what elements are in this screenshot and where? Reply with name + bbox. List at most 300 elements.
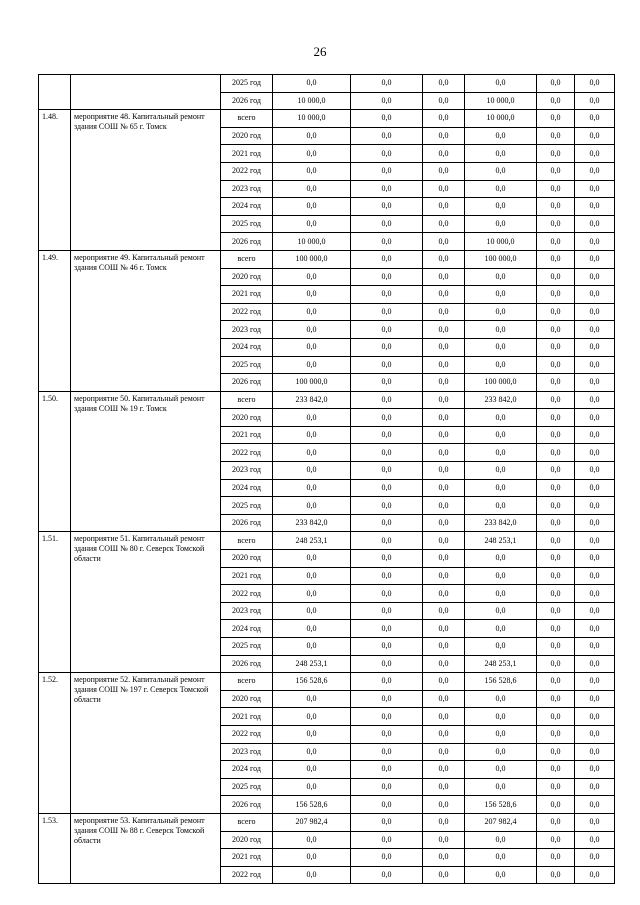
value-cell: 0,0 [351, 655, 423, 673]
value-cell: 0,0 [351, 602, 423, 620]
value-cell: 0,0 [575, 180, 615, 198]
value-cell: 0,0 [351, 550, 423, 568]
value-cell: 0,0 [575, 426, 615, 444]
value-cell: 0,0 [575, 391, 615, 409]
value-cell: 0,0 [465, 180, 537, 198]
value-cell: 0,0 [575, 567, 615, 585]
value-cell: 0,0 [537, 725, 575, 743]
year-cell: 2020 год [221, 831, 273, 849]
value-cell: 10 000,0 [465, 233, 537, 251]
value-cell: 0,0 [575, 321, 615, 339]
value-cell: 0,0 [273, 479, 351, 497]
year-cell: 2026 год [221, 92, 273, 110]
value-cell: 0,0 [423, 198, 465, 216]
value-cell: 0,0 [351, 673, 423, 691]
value-cell: 0,0 [537, 514, 575, 532]
value-cell: 0,0 [351, 813, 423, 831]
value-cell: 0,0 [465, 127, 537, 145]
value-cell: 0,0 [351, 796, 423, 814]
value-cell: 0,0 [465, 215, 537, 233]
value-cell: 10 000,0 [465, 110, 537, 128]
value-cell: 0,0 [273, 567, 351, 585]
value-cell: 0,0 [273, 321, 351, 339]
value-cell: 0,0 [465, 866, 537, 884]
value-cell: 0,0 [537, 426, 575, 444]
measure-description-cell: мероприятие 52. Капитальный ремонт здания СОШ № 197 г. Северск Томской области [71, 673, 221, 814]
value-cell: 0,0 [575, 497, 615, 515]
value-cell: 0,0 [273, 180, 351, 198]
value-cell: 0,0 [575, 550, 615, 568]
value-cell: 0,0 [465, 75, 537, 93]
value-cell: 0,0 [351, 92, 423, 110]
budget-table [38, 74, 615, 884]
value-cell: 0,0 [273, 444, 351, 462]
value-cell: 0,0 [465, 550, 537, 568]
value-cell: 0,0 [351, 725, 423, 743]
year-cell: 2024 год [221, 479, 273, 497]
measure-number-cell [39, 75, 71, 110]
value-cell: 0,0 [351, 761, 423, 779]
value-cell: 233 842,0 [273, 391, 351, 409]
value-cell: 0,0 [423, 778, 465, 796]
value-cell: 0,0 [537, 215, 575, 233]
value-cell: 0,0 [423, 567, 465, 585]
value-cell: 0,0 [351, 743, 423, 761]
value-cell: 0,0 [423, 655, 465, 673]
value-cell: 0,0 [465, 198, 537, 216]
value-cell: 0,0 [351, 620, 423, 638]
value-cell: 0,0 [537, 743, 575, 761]
value-cell: 207 982,4 [273, 813, 351, 831]
value-cell: 0,0 [575, 708, 615, 726]
value-cell: 0,0 [575, 215, 615, 233]
value-cell: 0,0 [537, 479, 575, 497]
year-cell: 2025 год [221, 356, 273, 374]
value-cell: 0,0 [575, 286, 615, 304]
value-cell: 0,0 [423, 127, 465, 145]
value-cell: 0,0 [465, 268, 537, 286]
value-cell: 0,0 [537, 690, 575, 708]
value-cell: 0,0 [423, 849, 465, 867]
value-cell: 0,0 [537, 761, 575, 779]
value-cell: 0,0 [575, 638, 615, 656]
value-cell: 0,0 [575, 866, 615, 884]
value-cell: 0,0 [575, 532, 615, 550]
value-cell: 0,0 [351, 356, 423, 374]
value-cell: 0,0 [273, 409, 351, 427]
value-cell: 0,0 [423, 831, 465, 849]
measure-description-cell: мероприятие 53. Капитальный ремонт здания СОШ № 88 г. Северск Томской области [71, 813, 221, 883]
value-cell: 0,0 [465, 462, 537, 480]
table-row [39, 75, 615, 93]
year-cell: 2022 год [221, 866, 273, 884]
value-cell: 0,0 [575, 479, 615, 497]
value-cell: 0,0 [465, 725, 537, 743]
year-cell: 2021 год [221, 286, 273, 304]
page-number: 26 [313, 44, 327, 59]
year-cell: 2020 год [221, 690, 273, 708]
value-cell: 0,0 [273, 778, 351, 796]
table-row [39, 673, 615, 691]
value-cell: 0,0 [273, 162, 351, 180]
value-cell: 0,0 [575, 761, 615, 779]
value-cell: 0,0 [423, 145, 465, 163]
value-cell: 0,0 [423, 215, 465, 233]
value-cell: 0,0 [423, 602, 465, 620]
year-cell: 2023 год [221, 321, 273, 339]
value-cell: 0,0 [575, 198, 615, 216]
value-cell: 0,0 [537, 849, 575, 867]
value-cell: 0,0 [423, 479, 465, 497]
value-cell: 0,0 [575, 690, 615, 708]
value-cell: 0,0 [351, 286, 423, 304]
value-cell: 0,0 [351, 127, 423, 145]
year-cell: 2022 год [221, 162, 273, 180]
year-cell: 2020 год [221, 127, 273, 145]
value-cell: 0,0 [351, 198, 423, 216]
value-cell: 0,0 [465, 761, 537, 779]
value-cell: 0,0 [273, 75, 351, 93]
value-cell: 0,0 [537, 567, 575, 585]
value-cell: 0,0 [351, 514, 423, 532]
value-cell: 0,0 [465, 286, 537, 304]
value-cell: 0,0 [423, 514, 465, 532]
value-cell: 0,0 [273, 338, 351, 356]
value-cell: 0,0 [537, 321, 575, 339]
value-cell: 0,0 [423, 92, 465, 110]
value-cell: 0,0 [537, 356, 575, 374]
value-cell: 0,0 [537, 778, 575, 796]
value-cell: 0,0 [423, 286, 465, 304]
value-cell: 0,0 [351, 567, 423, 585]
value-cell: 0,0 [537, 462, 575, 480]
year-cell: 2021 год [221, 145, 273, 163]
year-cell: 2025 год [221, 75, 273, 93]
value-cell: 0,0 [273, 585, 351, 603]
value-cell: 0,0 [273, 198, 351, 216]
measure-description-cell: мероприятие 48. Капитальный ремонт здания СОШ № 65 г. Томск [71, 110, 221, 251]
value-cell: 0,0 [537, 303, 575, 321]
value-cell: 0,0 [465, 743, 537, 761]
value-cell: 0,0 [273, 286, 351, 304]
value-cell: 0,0 [537, 180, 575, 198]
value-cell: 0,0 [423, 391, 465, 409]
measure-description-cell: мероприятие 51. Капитальный ремонт здания СОШ № 80 г. Северск Томской области [71, 532, 221, 673]
value-cell: 0,0 [575, 303, 615, 321]
year-cell: 2020 год [221, 268, 273, 286]
measure-number-cell: 1.53. [39, 813, 71, 883]
value-cell: 0,0 [465, 585, 537, 603]
value-cell: 0,0 [423, 444, 465, 462]
value-cell: 0,0 [465, 831, 537, 849]
measure-number-cell: 1.51. [39, 532, 71, 673]
value-cell: 0,0 [351, 303, 423, 321]
year-cell: 2026 год [221, 796, 273, 814]
year-cell: 2023 год [221, 743, 273, 761]
value-cell: 0,0 [575, 162, 615, 180]
value-cell: 0,0 [351, 321, 423, 339]
value-cell: 0,0 [351, 849, 423, 867]
table-row [39, 813, 615, 831]
value-cell: 0,0 [575, 796, 615, 814]
value-cell: 0,0 [537, 250, 575, 268]
value-cell: 0,0 [351, 690, 423, 708]
year-cell: всего [221, 391, 273, 409]
value-cell: 0,0 [351, 374, 423, 392]
year-cell: 2021 год [221, 426, 273, 444]
value-cell: 0,0 [465, 620, 537, 638]
value-cell: 0,0 [537, 286, 575, 304]
value-cell: 0,0 [273, 708, 351, 726]
value-cell: 0,0 [537, 391, 575, 409]
value-cell: 0,0 [537, 338, 575, 356]
value-cell: 0,0 [537, 75, 575, 93]
value-cell: 0,0 [537, 638, 575, 656]
value-cell: 0,0 [423, 374, 465, 392]
value-cell: 0,0 [273, 620, 351, 638]
value-cell: 0,0 [273, 426, 351, 444]
year-cell: 2022 год [221, 585, 273, 603]
year-cell: 2023 год [221, 180, 273, 198]
value-cell: 0,0 [575, 743, 615, 761]
value-cell: 0,0 [273, 602, 351, 620]
value-cell: 0,0 [351, 110, 423, 128]
year-cell: всего [221, 250, 273, 268]
value-cell: 0,0 [465, 567, 537, 585]
value-cell: 0,0 [423, 638, 465, 656]
value-cell: 100 000,0 [465, 250, 537, 268]
value-cell: 0,0 [575, 673, 615, 691]
year-cell: 2025 год [221, 778, 273, 796]
value-cell: 0,0 [423, 673, 465, 691]
table-row [39, 391, 615, 409]
value-cell: 0,0 [423, 725, 465, 743]
measure-number-cell: 1.48. [39, 110, 71, 251]
value-cell: 0,0 [423, 321, 465, 339]
value-cell: 0,0 [575, 356, 615, 374]
year-cell: 2026 год [221, 233, 273, 251]
value-cell: 0,0 [575, 409, 615, 427]
measure-description-cell: мероприятие 50. Капитальный ремонт здания СОШ № 19 г. Томск [71, 391, 221, 532]
value-cell: 0,0 [351, 409, 423, 427]
year-cell: 2024 год [221, 620, 273, 638]
value-cell: 0,0 [465, 426, 537, 444]
year-cell: 2022 год [221, 444, 273, 462]
value-cell: 0,0 [537, 444, 575, 462]
value-cell: 0,0 [575, 655, 615, 673]
value-cell: 0,0 [273, 356, 351, 374]
year-cell: 2026 год [221, 374, 273, 392]
value-cell: 0,0 [351, 162, 423, 180]
value-cell: 0,0 [273, 497, 351, 515]
year-cell: 2021 год [221, 708, 273, 726]
value-cell: 0,0 [273, 145, 351, 163]
value-cell: 0,0 [351, 866, 423, 884]
measure-number-cell: 1.52. [39, 673, 71, 814]
value-cell: 0,0 [351, 831, 423, 849]
year-cell: 2021 год [221, 567, 273, 585]
value-cell: 233 842,0 [465, 514, 537, 532]
value-cell: 0,0 [423, 585, 465, 603]
year-cell: 2021 год [221, 849, 273, 867]
value-cell: 0,0 [423, 462, 465, 480]
value-cell: 0,0 [575, 514, 615, 532]
value-cell: 0,0 [575, 268, 615, 286]
value-cell: 0,0 [351, 75, 423, 93]
value-cell: 0,0 [465, 849, 537, 867]
value-cell: 10 000,0 [273, 92, 351, 110]
value-cell: 0,0 [423, 866, 465, 884]
value-cell: 0,0 [423, 250, 465, 268]
year-cell: всего [221, 532, 273, 550]
value-cell: 0,0 [537, 532, 575, 550]
value-cell: 0,0 [465, 303, 537, 321]
value-cell: 0,0 [575, 374, 615, 392]
value-cell: 248 253,1 [465, 655, 537, 673]
value-cell: 0,0 [273, 127, 351, 145]
value-cell: 0,0 [423, 409, 465, 427]
year-cell: 2023 год [221, 602, 273, 620]
value-cell: 0,0 [423, 761, 465, 779]
value-cell: 0,0 [351, 638, 423, 656]
value-cell: 0,0 [465, 338, 537, 356]
value-cell: 0,0 [537, 110, 575, 128]
year-cell: 2024 год [221, 761, 273, 779]
value-cell: 0,0 [351, 444, 423, 462]
value-cell: 100 000,0 [273, 250, 351, 268]
value-cell: 0,0 [273, 690, 351, 708]
year-cell: 2025 год [221, 497, 273, 515]
value-cell: 0,0 [423, 620, 465, 638]
value-cell: 0,0 [273, 866, 351, 884]
value-cell: 0,0 [575, 620, 615, 638]
year-cell: 2022 год [221, 725, 273, 743]
value-cell: 0,0 [351, 180, 423, 198]
value-cell: 0,0 [465, 409, 537, 427]
value-cell: 0,0 [465, 479, 537, 497]
value-cell: 0,0 [575, 338, 615, 356]
value-cell: 0,0 [537, 831, 575, 849]
value-cell: 0,0 [575, 849, 615, 867]
value-cell: 0,0 [537, 620, 575, 638]
value-cell: 0,0 [575, 725, 615, 743]
year-cell: 2022 год [221, 303, 273, 321]
value-cell: 0,0 [537, 198, 575, 216]
value-cell: 0,0 [537, 268, 575, 286]
value-cell: 0,0 [465, 638, 537, 656]
value-cell: 0,0 [351, 585, 423, 603]
value-cell: 0,0 [351, 462, 423, 480]
value-cell: 248 253,1 [273, 655, 351, 673]
value-cell: 0,0 [575, 778, 615, 796]
value-cell: 0,0 [423, 532, 465, 550]
value-cell: 233 842,0 [465, 391, 537, 409]
value-cell: 0,0 [465, 162, 537, 180]
value-cell: 0,0 [351, 497, 423, 515]
value-cell: 0,0 [537, 409, 575, 427]
value-cell: 156 528,6 [273, 673, 351, 691]
value-cell: 0,0 [351, 250, 423, 268]
value-cell: 0,0 [537, 550, 575, 568]
year-cell: 2026 год [221, 655, 273, 673]
value-cell: 0,0 [351, 778, 423, 796]
value-cell: 0,0 [423, 550, 465, 568]
value-cell: 0,0 [351, 532, 423, 550]
value-cell: 10 000,0 [465, 92, 537, 110]
value-cell: 0,0 [273, 303, 351, 321]
value-cell: 0,0 [423, 338, 465, 356]
value-cell: 0,0 [351, 338, 423, 356]
value-cell: 0,0 [465, 444, 537, 462]
value-cell: 0,0 [423, 690, 465, 708]
value-cell: 0,0 [423, 813, 465, 831]
value-cell: 0,0 [423, 180, 465, 198]
value-cell: 0,0 [423, 708, 465, 726]
value-cell: 0,0 [575, 831, 615, 849]
measure-description-cell [71, 75, 221, 110]
table-row [39, 250, 615, 268]
value-cell: 0,0 [273, 849, 351, 867]
value-cell: 0,0 [465, 497, 537, 515]
year-cell: 2020 год [221, 409, 273, 427]
year-cell: 2020 год [221, 550, 273, 568]
value-cell: 0,0 [575, 585, 615, 603]
value-cell: 0,0 [423, 497, 465, 515]
year-cell: 2024 год [221, 198, 273, 216]
value-cell: 0,0 [423, 356, 465, 374]
value-cell: 0,0 [537, 673, 575, 691]
value-cell: 0,0 [351, 391, 423, 409]
value-cell: 0,0 [575, 233, 615, 251]
value-cell: 0,0 [537, 585, 575, 603]
value-cell: 0,0 [273, 268, 351, 286]
value-cell: 0,0 [537, 127, 575, 145]
year-cell: 2025 год [221, 638, 273, 656]
value-cell: 207 982,4 [465, 813, 537, 831]
measure-description-cell: мероприятие 49. Капитальный ремонт здания СОШ № 46 г. Томск [71, 250, 221, 391]
value-cell: 0,0 [423, 426, 465, 444]
value-cell: 0,0 [575, 462, 615, 480]
year-cell: 2024 год [221, 338, 273, 356]
value-cell: 0,0 [351, 215, 423, 233]
table-row [39, 110, 615, 128]
value-cell: 248 253,1 [465, 532, 537, 550]
value-cell: 0,0 [351, 145, 423, 163]
value-cell: 0,0 [465, 778, 537, 796]
value-cell: 0,0 [575, 602, 615, 620]
value-cell: 0,0 [273, 215, 351, 233]
year-cell: 2023 год [221, 462, 273, 480]
value-cell: 0,0 [575, 813, 615, 831]
value-cell: 0,0 [273, 761, 351, 779]
value-cell: 0,0 [465, 145, 537, 163]
value-cell: 0,0 [537, 497, 575, 515]
value-cell: 0,0 [537, 162, 575, 180]
value-cell: 0,0 [351, 233, 423, 251]
value-cell: 0,0 [423, 162, 465, 180]
value-cell: 0,0 [537, 233, 575, 251]
table-row [39, 532, 615, 550]
value-cell: 0,0 [537, 655, 575, 673]
year-cell: всего [221, 110, 273, 128]
value-cell: 0,0 [575, 444, 615, 462]
value-cell: 0,0 [351, 708, 423, 726]
value-cell: 0,0 [273, 638, 351, 656]
value-cell: 10 000,0 [273, 110, 351, 128]
value-cell: 0,0 [537, 374, 575, 392]
value-cell: 156 528,6 [273, 796, 351, 814]
value-cell: 0,0 [537, 866, 575, 884]
